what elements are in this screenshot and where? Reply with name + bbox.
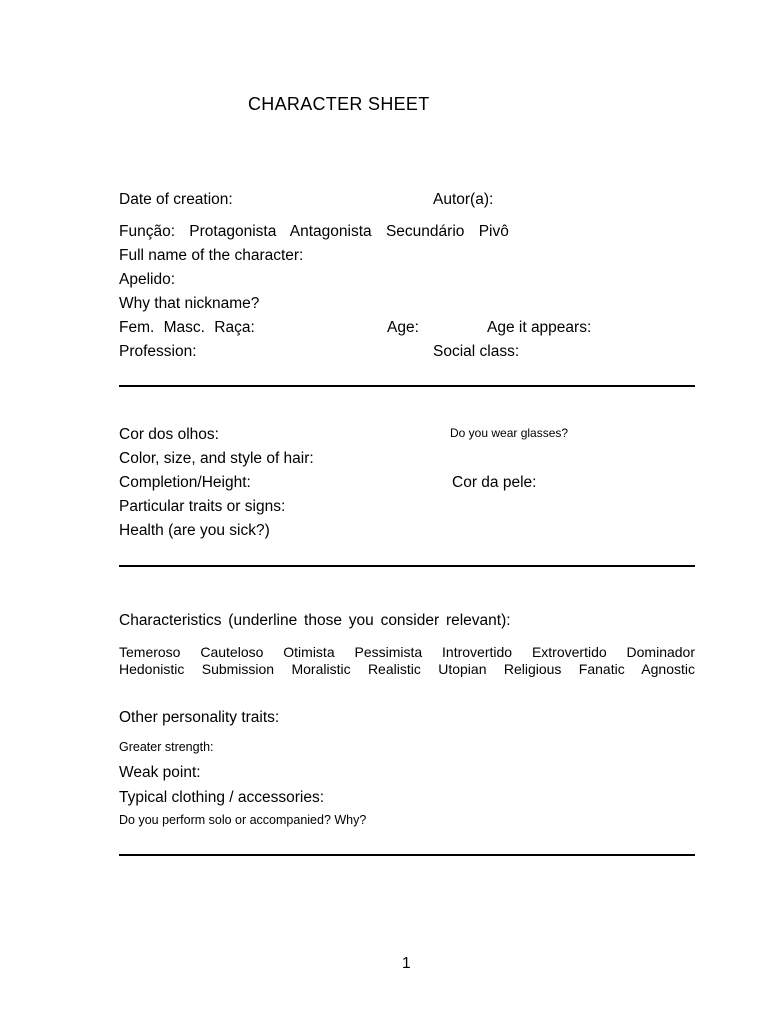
age-label: Age: [387, 319, 419, 336]
skin-color-label: Cor da pele: [452, 474, 537, 491]
hair-label: Color, size, and style of hair: [119, 450, 314, 467]
role-line: Função: Protagonista Antagonista Secundário Pivô [119, 223, 509, 240]
social-class-label: Social class: [433, 343, 520, 360]
author-label: Autor(a): [433, 191, 494, 208]
characteristics-heading: Characteristics (underline those you consider relevant): [119, 612, 511, 629]
weak-point-label: Weak point: [119, 764, 201, 781]
date-of-creation-label: Date of creation: [119, 191, 233, 208]
page-number: 1 [402, 955, 411, 972]
other-traits-label: Other personality traits: [119, 709, 280, 726]
particular-traits-label: Particular traits or signs: [119, 498, 286, 515]
greater-strength-label: Greater strength: [119, 740, 214, 754]
traits-line-2: Hedonistic Submission Moralistic Realistic Utopian Religious Fanatic Agnostic [119, 661, 695, 677]
clothing-label: Typical clothing / accessories: [119, 789, 325, 806]
document-title: CHARACTER SHEET [248, 94, 430, 114]
age-appears-label: Age it appears: [487, 319, 592, 336]
traits-line-1: Temeroso Cauteloso Otimista Pessimista Introvertido Extrovertido Dominador [119, 644, 695, 660]
nickname-reason-label: Why that nickname? [119, 295, 260, 312]
solo-question: Do you perform solo or accompanied? Why? [119, 813, 367, 827]
sex-race-label: Fem. Masc. Raça: [119, 319, 255, 336]
health-label: Health (are you sick?) [119, 522, 270, 539]
section-divider [119, 565, 695, 567]
section-divider [119, 854, 695, 856]
profession-label: Profession: [119, 343, 197, 360]
glasses-question: Do you wear glasses? [450, 426, 569, 440]
eye-color-label: Cor dos olhos: [119, 426, 219, 443]
full-name-label: Full name of the character: [119, 247, 304, 264]
section-divider [119, 385, 695, 387]
nickname-label: Apelido: [119, 271, 176, 288]
completion-height-label: Completion/Height: [119, 474, 251, 491]
